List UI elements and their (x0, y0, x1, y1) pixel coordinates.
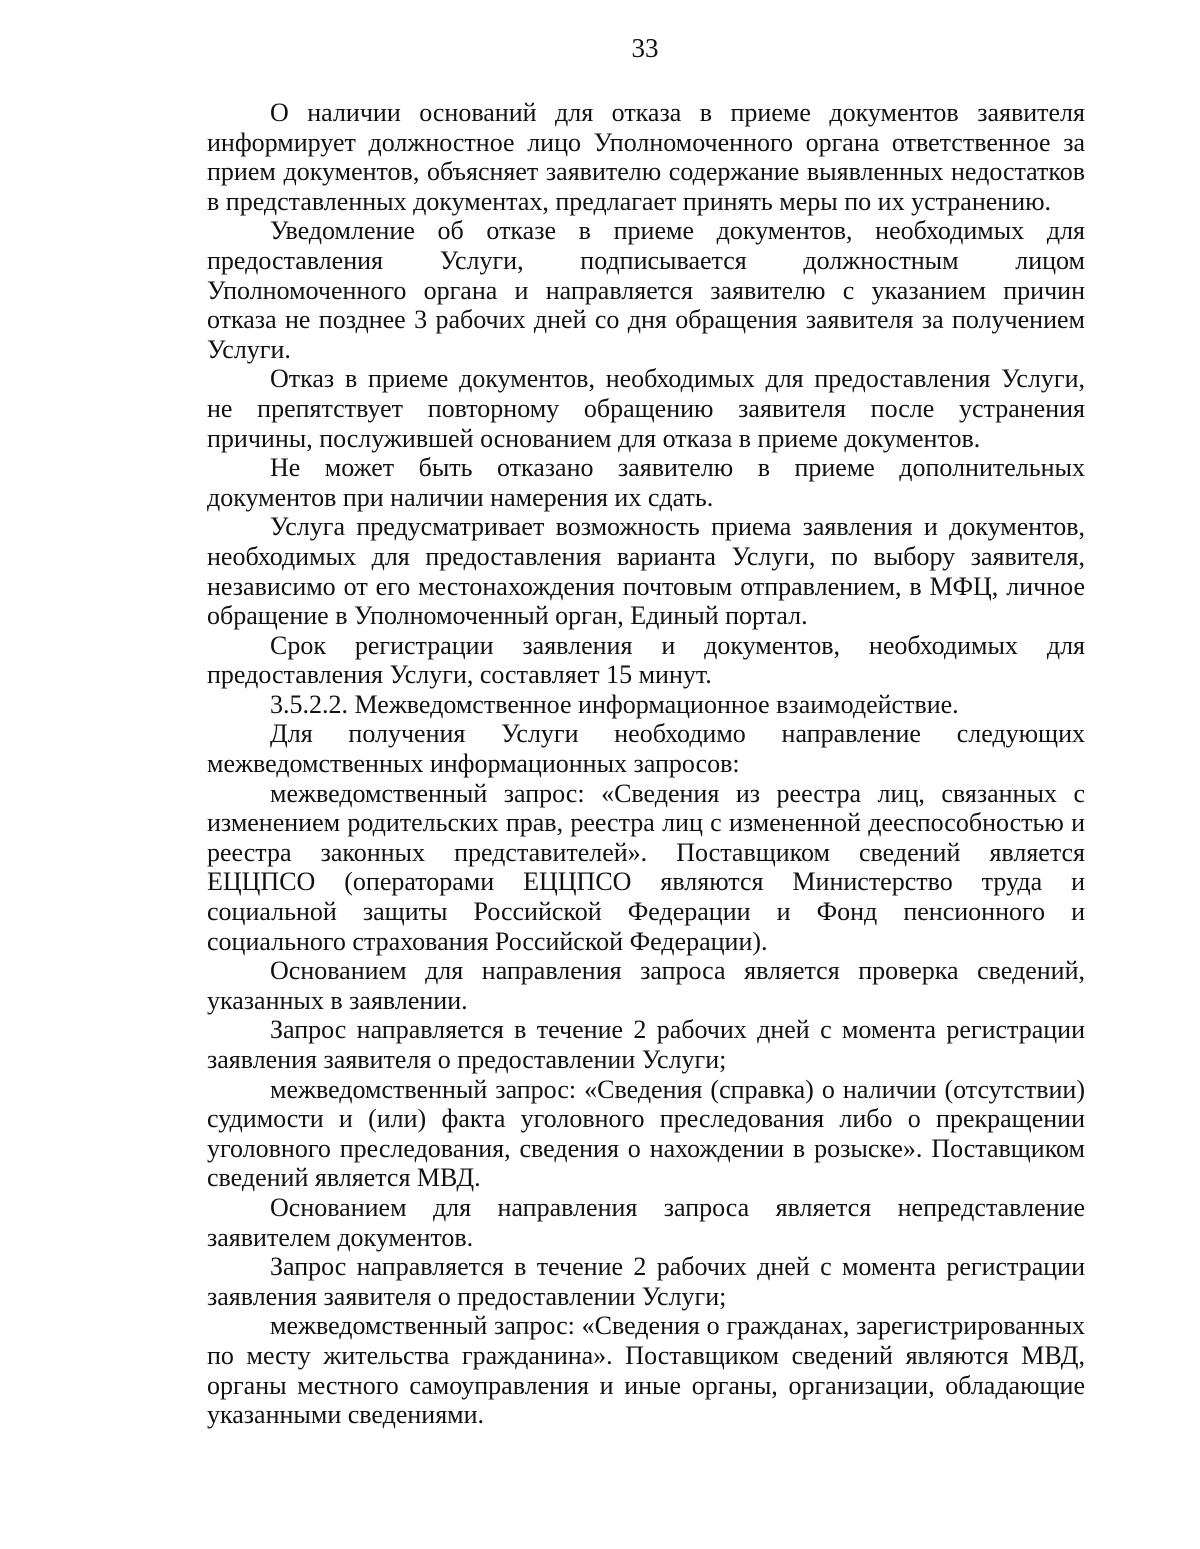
paragraph-additional-documents: Не может быть отказано заявителю в приеме дополнительных документов при наличии намерения их сдать. (207, 453, 1085, 512)
paragraph-request-basis-1: Основанием для направления запроса является проверка сведений, указанных в заявлении. (207, 956, 1085, 1015)
paragraph-repeat-application: Отказ в приеме документов, необходимых для предоставления Услуги, не препятствует повторному обращению заявителя после устранения причины, послужившей основанием для отказа в приеме документов. (207, 364, 1085, 453)
page-number: 33 (631, 33, 659, 63)
paragraph-requests-intro: Для получения Услуги необходимо направление следующих межведомственных информационных запросов: (207, 719, 1085, 779)
paragraph-refusal-notification: Уведомление об отказе в приеме документов, необходимых для предоставления Услуги, подписывается должностным лицом Уполномоченного органа и направляется заявителю с указанием причин отказа не позднее 3 рабочих дней со дня обращения заявителя за получением Услуги. (207, 216, 1085, 364)
paragraph-request-basis-2: Основанием для направления запроса является непредставление заявителем документов. (207, 1192, 1085, 1252)
paragraph-registration-term: Срок регистрации заявления и документов, необходимых для предоставления Услуги, составляет 15 минут. (207, 630, 1085, 690)
paragraph-submission-methods: Услуга предусматривает возможность приема заявления и документов, необходимых для предоставления варианта Услуги, по выбору заявителя, независимо от его местонахождения почтовым отправлением, в МФЦ, личное обращение в Уполномоченный орган, Единый портал. (207, 512, 1085, 631)
document-body (207, 98, 1085, 1430)
paragraph-request-criminal-record: межведомственный запрос: «Сведения (справка) о наличии (отсутствии) судимости и (или) факта уголовного преследования либо о прекращении уголовного преследования, сведения о нахождении в розыске». Поставщиком сведений является МВД. (207, 1074, 1085, 1193)
paragraph-request-residence: межведомственный запрос: «Сведения о гражданах, зарегистрированных по месту жительства гражданина». Поставщиком сведений являются МВД, органы местного самоуправления и иные органы, организации, обладающие указанными сведениями. (207, 1311, 1085, 1430)
paragraph-request-registry: межведомственный запрос: «Сведения из реестра лиц, связанных с изменением родительских прав, реестра лиц с измененной дееспособностью и реестра законных представителей». Поставщиком сведений является ЕЦЦПСО (операторами ЕЦЦПСО являются Министерство труда и социальной защиты Российской Федерации и Фонд пенсионного и социального страхования Российской Федерации). (207, 778, 1085, 956)
paragraph-request-timing-2: Запрос направляется в течение 2 рабочих дней с момента регистрации заявления заявителя о предоставлении Услуги; (207, 1252, 1085, 1311)
paragraph-request-timing-1: Запрос направляется в течение 2 рабочих дней с момента регистрации заявления заявителя о предоставлении Услуги; (207, 1015, 1085, 1074)
paragraph-refusal-notice: О наличии оснований для отказа в приеме документов заявителя информирует должностное лицо Уполномоченного органа ответственное за прием документов, объясняет заявителю содержание выявленных недостатков в представленных документах, предлагает принять меры по их устранению. (207, 98, 1085, 216)
section-heading-interagency: 3.5.2.2. Межведомственное информационное взаимодействие. (270, 689, 959, 719)
